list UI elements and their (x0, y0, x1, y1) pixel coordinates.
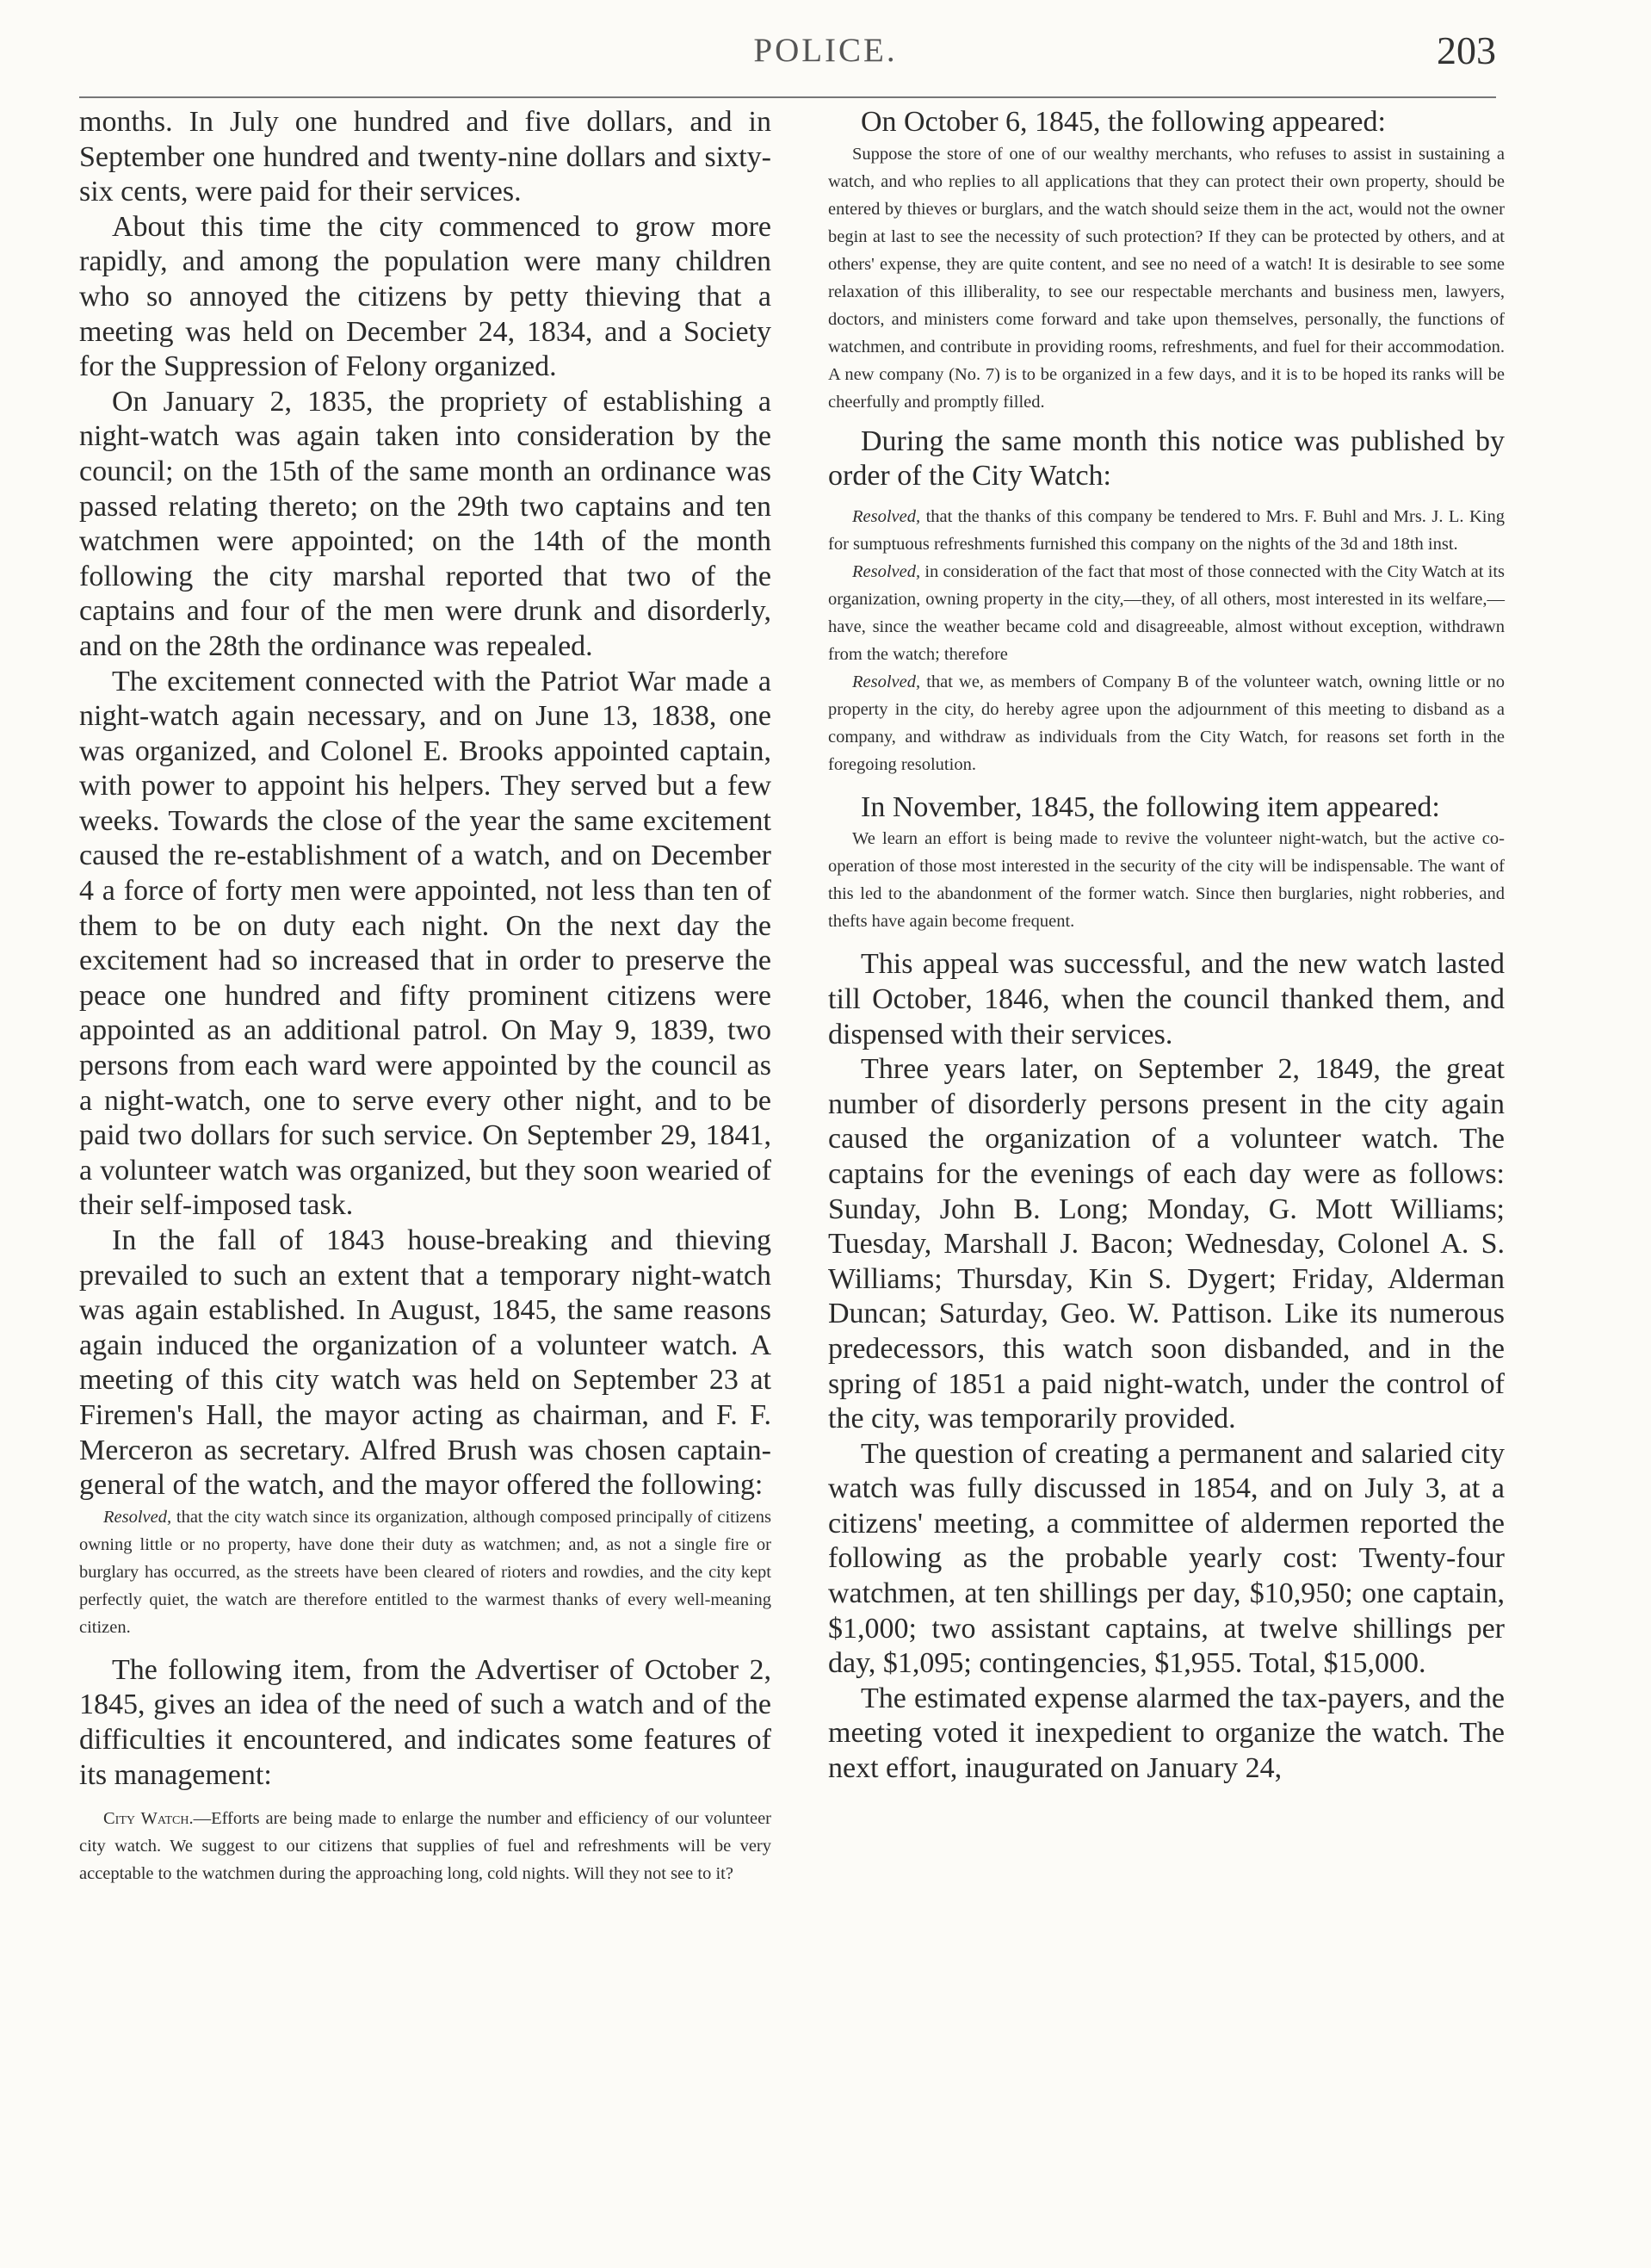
quote-lead: City Watch. (103, 1809, 194, 1829)
quoted-resolution (79, 1503, 771, 1641)
paragraph: On October 6, 1845, the following appeared: (861, 106, 1386, 138)
paragraph: months. In July one hundred and five dollars, and in September one hundred and twenty-nine dollars and sixty-six cents, were paid for their services. (79, 106, 771, 208)
quoted-resolution (828, 558, 1505, 668)
paragraph: The following item, from the Advertiser of October 2, 1845, gives an idea of the need of such a watch and of the difficulties it encountered, and indicates some features of its management: (79, 1653, 771, 1791)
page-header (0, 26, 1651, 77)
paragraph: On January 2, 1835, the propriety of establishing a night-watch was again taken into consideration by the council; on the 15th of the same month an ordinance was passed relating thereto; on the 29th two captains and ten watchmen were appointed; on the 14th of the month following the city marshal reported that two of the captains and four of the men were drunk and disorderly, and on the 28th the ordinance was repealed. (79, 385, 771, 662)
quoted-item: We learn an effort is being made to revive the volunteer night-watch, but the active co-operation of those most interested in the security of the city will be indispensable. The want of this led to the abandonment of the former watch. Since then burglaries, night robberies, and thefts have again become frequent. (828, 829, 1505, 932)
paragraph: The estimated expense alarmed the tax-payers, and the meeting voted it inexpedient to organize the watch. The next effort, inaugurated on January 24, (828, 1682, 1505, 1785)
quoted-item (79, 1805, 771, 1887)
resolution-lead: Resolved, (103, 1507, 172, 1527)
paragraph: The excitement connected with the Patriot War made a night-watch again necessary, and on June 13, 1838, one was organized, and Colonel E. Brooks appointed captain, with power to appoint his helpers. They served but a few weeks. Towards the close of the year the same excitement caused the re-establishment of a watch, and on December 4 a force of forty men were appointed, not less than ten of them to be on duty each night. On the next day the excitement had so increased that in order to preserve the peace one hundred and fifty prominent citizens were appointed as an additional patrol. On May 9, 1839, two persons from each ward were appointed by the council as a night-watch, one to serve every other night, and to be paid two dollars for such service. On September 29, 1841, a volunteer watch was organized, but they soon wearied of their self-imposed task. (79, 665, 771, 1222)
quoted-resolution (828, 668, 1505, 778)
left-column (79, 105, 771, 1887)
quoted-resolution (828, 503, 1505, 558)
resolution-text: that the city watch since its organization, although composed principally of citizens owning little or no property, have done their duty as watchmen; and, as not a single fire or burglary has occurred, as the streets have been cleared of rioters and rowdies, and the city kept perfectly quiet, the watch are therefore entitled to the warmest thanks of every well-meaning citizen. (79, 1507, 771, 1637)
running-title: POLICE. (753, 32, 898, 69)
quoted-item: Suppose the store of one of our wealthy merchants, who refuses to assist in sustaining a watch, and who replies to all applications that they can protect their own property, should be entered by thieves or burglars, and the watch should seize them in the act, would not the owner begin at last to see the necessity of such protection? If they can be protected by others, and at others' expense, they are quite content, and see no need of a watch! It is desirable to see some relaxation of this illiberality, to see our respectable merchants and business men, lawyers, doctors, and ministers come forward and take upon themselves, personally, the functions of watchmen, and contribute in providing rooms, refreshments, and fuel for their accommodation. A new company (No. 7) is to be organized in a few days, and it is to be hoped its ranks will be cheerfully and promptly filled. (828, 144, 1505, 412)
right-column (828, 105, 1505, 1787)
resolution-lead: Resolved, (852, 561, 921, 581)
paragraph: In the fall of 1843 house-breaking and thieving prevailed to such an extent that a temporary night-watch was again established. In August, 1845, the same reasons again induced the organization of a volunteer watch. A meeting of this city watch was held on September 23 at Firemen's Hall, the mayor acting as chairman, and F. F. Merceron as secretary. Alfred Brush was chosen captain-general of the watch, and the mayor offered the following: (79, 1224, 771, 1502)
paragraph: About this time the city commenced to grow more rapidly, and among the population were many children who so annoyed the citizens by petty thieving that a meeting was held on December 24, 1834, and a Society for the Suppression of Felony organized. (79, 210, 771, 383)
paragraph: Three years later, on September 2, 1849, the great number of disorderly persons present in the city again caused the organization of a volunteer watch. The captains for the evenings of each day were as follows: Sunday, John B. Long; Monday, G. Mott Williams; Tuesday, Marshall J. Bacon; Wednesday, Colonel A. S. Williams; Thursday, Kin S. Dygert; Friday, Alderman Duncan; Saturday, Geo. W. Pattison. Like its numerous predecessors, this watch soon disbanded, and in the spring of 1851 a paid night-watch, under the control of the city, was temporarily provided. (828, 1053, 1505, 1435)
quote-text: —Efforts are being made to enlarge the number and efficiency of our volunteer city watch. We suggest to our citizens that supplies of fuel and refreshments will be very acceptable to the watchmen during the approaching long, cold nights. Will they not see to it? (79, 1809, 771, 1884)
resolution-text: that we, as members of Company B of the volunteer watch, owning little or no property in the city, do hereby agree upon the adjournment of this meeting to disband as a company, and withdraw as individuals from the City Watch, for reasons set forth in the foregoing resolution. (828, 672, 1505, 774)
paragraph: This appeal was successful, and the new watch lasted till October, 1846, when the council thanked them, and dispensed with their services. (828, 948, 1505, 1050)
paragraph: During the same month this notice was published by order of the City Watch: (828, 424, 1505, 493)
paragraph: The question of creating a permanent and salaried city watch was fully discussed in 1854, and on July 3, at a citizens' meeting, a committee of aldermen reported the following as the probable yearly cost: Twenty-four watchmen, at ten shillings per day, $10,950; one captain, $1,000; two assistant captains, at twelve shillings per day, $1,095; contingencies, $1,955. Total, $15,000. (828, 1437, 1505, 1680)
resolution-text: in consideration of the fact that most of those connected with the City Watch at its organization, owning property in the city,—they, of all others, most interested in its welfare,—have, since the weather became cold and disagreeable, almost without exception, withdrawn from the watch; therefore (828, 561, 1505, 664)
paragraph: In November, 1845, the following item appeared: (861, 790, 1440, 823)
resolution-lead: Resolved, (852, 506, 921, 526)
page-number: 203 (1437, 28, 1496, 72)
header-rule (79, 96, 1496, 98)
resolution-text: that the thanks of this company be tendered to Mrs. F. Buhl and Mrs. J. L. King for sumptuous refreshments furnished this company on the nights of the 3d and 18th inst. (828, 506, 1505, 554)
resolution-lead: Resolved, (852, 672, 921, 691)
